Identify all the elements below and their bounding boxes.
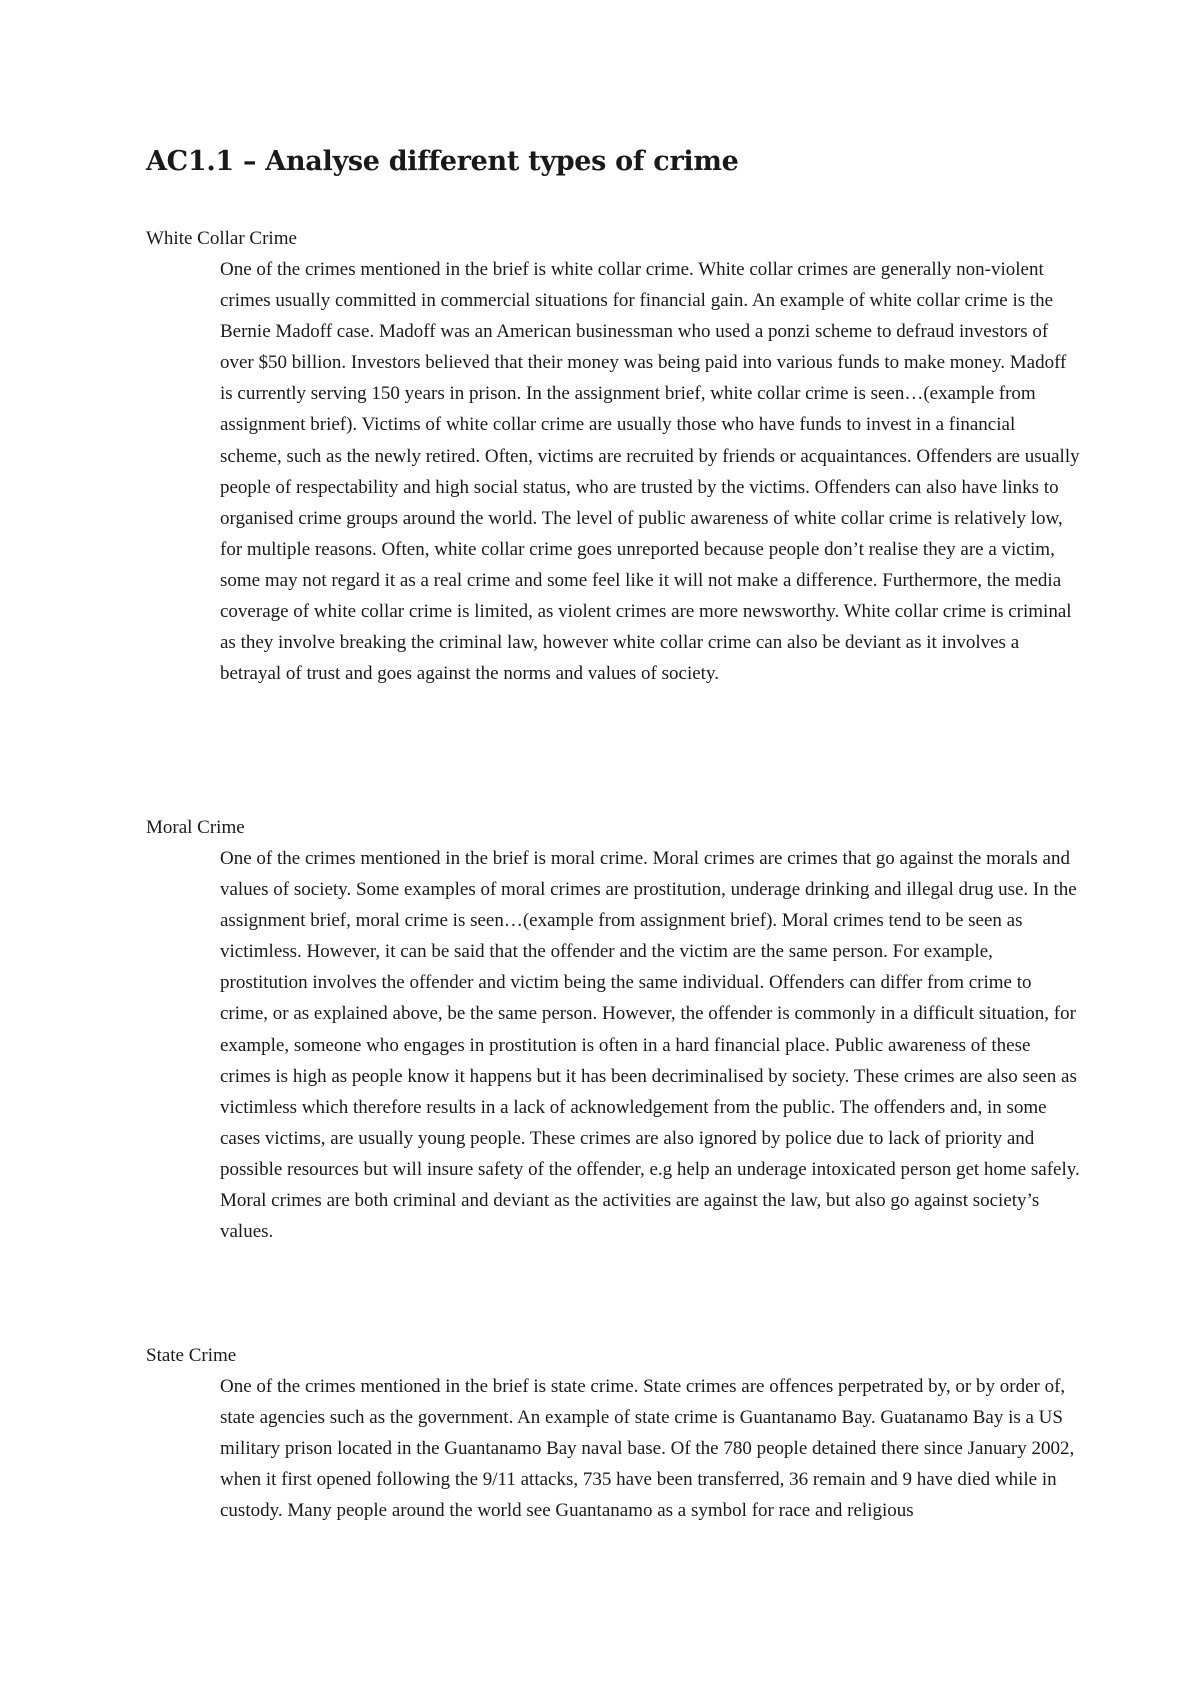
section-white-collar-crime [146, 223, 1080, 689]
section-paragraph: One of the crimes mentioned in the brief is moral crime. Moral crimes are crimes that go against the morals and values of society. Some examples of moral crimes are prostitution, underage drinking and illegal drug use. In the assignment brief, moral crime is seen…(example from assignment brief). Moral crimes tend to be seen as victimless. However, it can be said that the offender and the victim are the same person. For example, prostitution involves the offender and victim being the same individual. Offenders can differ from crime to crime, or as explained above, be the same person. However, the offender is commonly in a difficult situation, for example, someone who engages in prostitution is often in a hard financial place. Public awareness of these crimes is high as people know it happens but it has been decriminalised by society. These crimes are also seen as victimless which therefore results in a lack of acknowledgement from the public. The offenders and, in some cases victims, are usually young people. These crimes are also ignored by police due to lack of priority and possible resources but will insure safety of the offender, e.g help an underage intoxicated person get home safely. Moral crimes are both criminal and deviant as the activities are against the law, but also go against society’s values. [220, 848, 1080, 1243]
section-moral-crime [146, 812, 1080, 1247]
section-paragraph: One of the crimes mentioned in the brief is state crime. State crimes are offences perpetrated by, or by order of, state agencies such as the government. An example of state crime is Guantanamo Bay. Guatanamo Bay is a US military prison located in the Guantanamo Bay naval base. Of the 780 people detained there since January 2002, when it first opened following the 9/11 attacks, 735 have been transferred, 36 remain and 9 have died while in custody. Many people around the world see Guantanamo as a symbol for race and religious [220, 1376, 1075, 1522]
document-title: AC1.1 – Analyse different types of crime [146, 146, 739, 177]
section-heading: Moral Crime [146, 817, 245, 838]
section-paragraph: One of the crimes mentioned in the brief is white collar crime. White collar crimes are generally non-violent crimes usually committed in commercial situations for financial gain. An example of white collar crime is the Bernie Madoff case. Madoff was an American businessman who used a ponzi scheme to defraud investors of over $50 billion. Investors believed that their money was being paid into various funds to make money. Madoff is currently serving 150 years in prison. In the assignment brief, white collar crime is seen…(example from assignment brief). Victims of white collar crime are usually those who have funds to invest in a financial scheme, such as the newly retired. Often, victims are recruited by friends or acquaintances. Offenders are usually people of respectability and high social status, who are trusted by the victims. Offenders can also have links to organised crime groups around the world. The level of public awareness of white collar crime is relatively low, for multiple reasons. Often, white collar crime goes unreported because people don’t realise they are a victim, some may not regard it as a real crime and some feel like it will not make a difference. Furthermore, the media coverage of white collar crime is limited, as violent crimes are more newsworthy. White collar crime is criminal as they involve breaking the criminal law, however white collar crime can also be deviant as it involves a betrayal of trust and goes against the norms and values of society. [220, 259, 1080, 685]
section-state-crime [146, 1340, 1080, 1526]
section-heading: White Collar Crime [146, 228, 297, 249]
section-heading: State Crime [146, 1345, 237, 1366]
